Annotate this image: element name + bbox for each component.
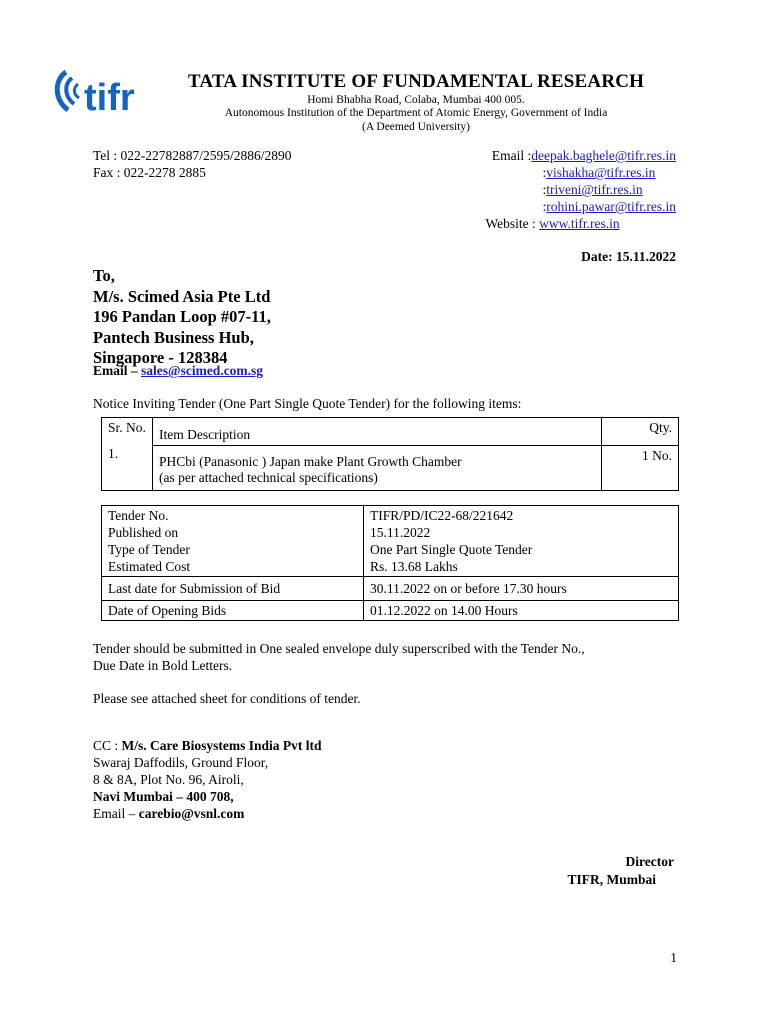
recipient-email-link[interactable]: sales@scimed.com.sg — [141, 363, 264, 378]
last-date-label: Last date for Submission of Bid — [102, 577, 364, 601]
email-prefix: : — [542, 182, 547, 197]
email-label: Email : — [491, 148, 532, 163]
type-of-tender-label: Type of Tender — [108, 542, 190, 557]
letter-date: Date: 15.11.2022 — [581, 249, 676, 264]
institute-status: (A Deemed University) — [362, 121, 470, 133]
items-table — [101, 417, 679, 491]
submission-instructions — [93, 640, 585, 674]
instruction-line2: Due Date in Bold Letters. — [93, 658, 233, 673]
signature-org: TIFR, Mumbai — [567, 872, 656, 887]
estimated-cost-label: Estimated Cost — [108, 559, 191, 574]
tender-no-label: Tender No. — [108, 508, 169, 523]
header-description: Item Description — [153, 418, 602, 446]
recipient-line3: Singapore - 128384 — [93, 348, 228, 367]
institute-autonomy: Autonomous Institution of the Department of Atomic Energy, Government of India — [224, 107, 608, 119]
row-desc-line2: (as per attached technical specifications) — [159, 470, 378, 485]
row-desc-line1: PHCbi (Panasonic ) Japan make Plant Growth Chamber — [159, 454, 462, 469]
tifr-logo — [52, 64, 160, 120]
tender-no-value: TIFR/PD/IC22-68/221642 — [370, 508, 514, 523]
cc-line1: Swaraj Daffodils, Ground Floor, — [93, 755, 269, 770]
recipient-line1: 196 Pandan Loop #07-11, — [93, 307, 271, 326]
notice-text: Notice Inviting Tender (One Part Single Quote Tender) for the following items: — [93, 396, 522, 411]
email-link-triveni[interactable]: triveni@tifr.res.in — [546, 182, 643, 197]
contact-phone-block — [93, 147, 292, 181]
cc-line3: Navi Mumbai – 400 708, — [93, 789, 234, 804]
email-link-vishakha[interactable]: vishakha@tifr.res.in — [546, 165, 656, 180]
recipient-email-label: Email – — [93, 363, 142, 378]
row-qty: 1 No. — [602, 446, 679, 491]
email-prefix: : — [542, 165, 547, 180]
last-date-row — [102, 577, 679, 601]
recipient-name: M/s. Scimed Asia Pte Ltd — [93, 286, 271, 306]
contact-email-block — [485, 147, 676, 232]
row-description — [153, 446, 602, 491]
instruction-line1: Tender should be submitted in One sealed envelope duly superscribed with the Tender No., — [93, 641, 585, 656]
opening-date-row — [102, 601, 679, 621]
cc-name: M/s. Care Biosystems India Pvt ltd — [121, 738, 322, 753]
institute-name: TATA INSTITUTE OF FUNDAMENTAL RESEARCH — [187, 71, 645, 92]
cc-line2: 8 & 8A, Plot No. 96, Airoli, — [93, 772, 244, 787]
header-qty: Qty. — [602, 418, 679, 446]
email-link-deepak[interactable]: deepak.baghele@tifr.res.in — [531, 148, 676, 163]
logo-text: tifr — [84, 77, 135, 119]
telephone: Tel : 022-22782887/2595/2886/2890 — [93, 148, 292, 163]
published-on-label: Published on — [108, 525, 179, 540]
table-row — [102, 446, 679, 491]
estimated-cost-value: Rs. 13.68 Lakhs — [370, 559, 458, 574]
recipient-line2: Pantech Business Hub, — [93, 327, 254, 347]
tender-values — [364, 506, 679, 577]
type-of-tender-value: One Part Single Quote Tender — [370, 542, 533, 557]
signature-block — [567, 853, 674, 889]
conditions-note: Please see attached sheet for conditions of tender. — [93, 691, 361, 706]
signature-title: Director — [625, 854, 674, 869]
header-sr: Sr. No. — [102, 418, 153, 446]
email-link-rohini[interactable]: rohini.pawar@tifr.res.in — [546, 199, 676, 214]
recipient-address — [93, 266, 271, 369]
row-sr: 1. — [102, 446, 153, 491]
cc-block — [93, 737, 322, 822]
website-link[interactable]: www.tifr.res.in — [539, 216, 620, 231]
items-header-row — [102, 418, 679, 446]
email-prefix: : — [542, 199, 547, 214]
tender-labels — [102, 506, 364, 577]
to-label: To, — [93, 266, 115, 285]
cc-email: carebio@vsnl.com — [138, 806, 245, 821]
last-date-value: 30.11.2022 on or before 17.30 hours — [364, 577, 679, 601]
cc-label: CC : — [93, 738, 122, 753]
institute-address: Homi Bhabha Road, Colaba, Mumbai 400 005. — [307, 94, 525, 106]
recipient-email-line — [93, 363, 263, 379]
published-on-value: 15.11.2022 — [370, 525, 431, 540]
tender-info-row — [102, 506, 679, 577]
opening-date-label: Date of Opening Bids — [102, 601, 364, 621]
cc-email-label: Email – — [93, 806, 139, 821]
website-label: Website : — [485, 216, 540, 231]
fax: Fax : 022-2278 2885 — [93, 165, 206, 180]
page-number: 1 — [670, 950, 677, 965]
tender-details-table — [101, 505, 679, 621]
opening-date-value: 01.12.2022 on 14.00 Hours — [364, 601, 679, 621]
